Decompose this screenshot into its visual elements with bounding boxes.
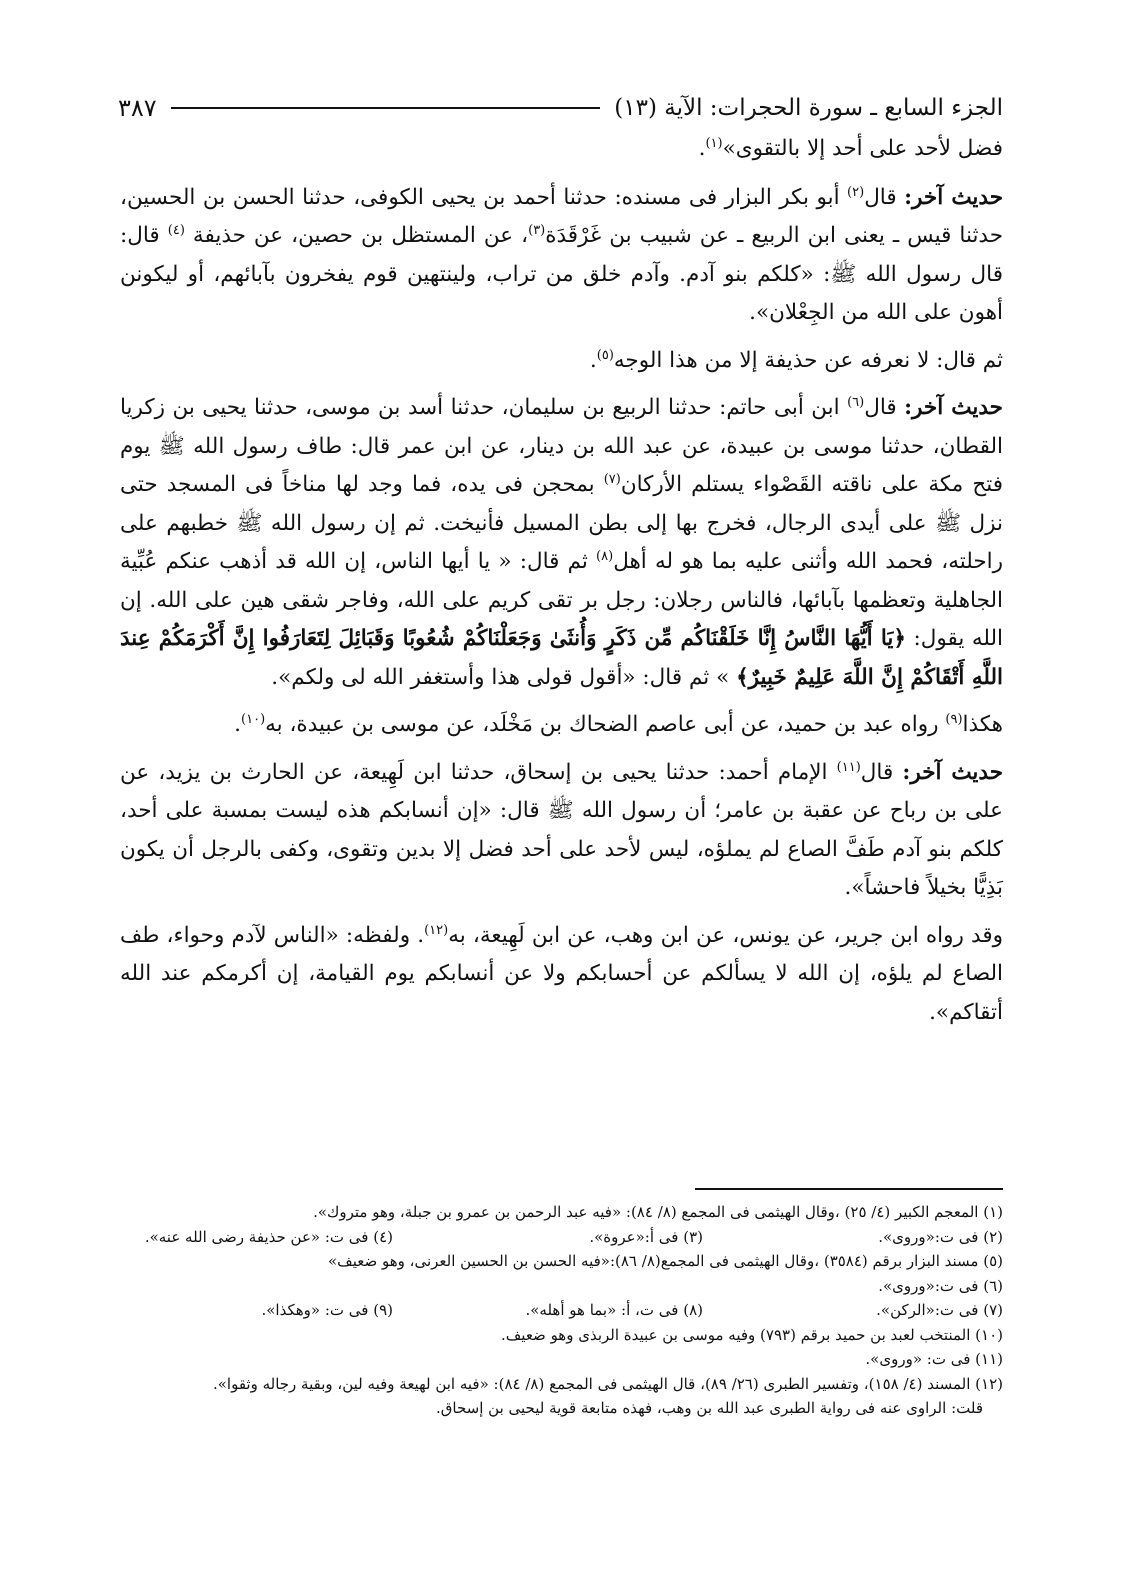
footnote-row	[120, 1274, 1003, 1299]
paragraph-text: .	[698, 136, 706, 161]
section-lead: حديث آخر:	[902, 759, 1003, 785]
footnote-ref[interactable]: (٥)	[596, 347, 614, 363]
footnote-12-continuation: قلت: الراوى عنه فى رواية الطبرى عبد الله بن وهب، فهذه متابعة قوية ليحيى بن إسحاق.	[435, 1399, 983, 1417]
footnote-11: (١١) فى ت: «وروى».	[865, 1350, 1003, 1368]
paragraph-text: ثم قال: لا نعرفه عن حذيفة إلا من هذا الوجه	[613, 347, 1003, 373]
paragraph-text: قال: قال رسول الله ﷺ: «كلكم بنو آدم. وآدم خلق من تراب، ولينتهين قوم يفخرون بآبائهم، أو ليكونن أهون على الله من الجِعْلان».	[120, 223, 1003, 325]
paragraph-text: . ولفظه: «الناس لآدم وحواء، طف الصاع لم يلؤه، إن الله لا يسألكم عن أحسابكم ولا عن أنسابكم يوم القيامة، إن أكرمكم عند الله أتقاكم».	[120, 922, 1003, 1025]
footnote-row	[120, 1200, 1003, 1225]
page-number: ٣٨٧	[118, 94, 157, 122]
paragraph-continuation	[120, 130, 1003, 169]
footnote-row	[120, 1225, 1003, 1250]
footnote-ref[interactable]: (٧)	[603, 471, 621, 487]
footnote-ref[interactable]: (٩)	[945, 711, 963, 727]
header-rule	[171, 107, 601, 109]
hadith-ahmad	[120, 754, 1003, 908]
footnote-12: (١٢) المسند (٤/ ١٥٨)، وتفسير الطبرى (٢٦/ ٨٩)، قال الهيثمى فى المجمع (٨/ ٨٤): «فيه ابن لهيعة وفيه لين، وبقية رجاله وثقوا».	[212, 1374, 1003, 1393]
quran-verse: ﴿يَا أَيُّهَا النَّاسُ إِنَّا خَلَقْنَاكُم مِّن ذَكَرٍ وَأُنثَىٰ وَجَعَلْنَاكُمْ شُعُوبًا وَقَبَائِلَ لِتَعَارَفُوا إِنَّ أَكْرَمَكُمْ عِندَ اللَّهِ أَتْقَاكُمْ إِنَّ اللَّهَ عَلِيمٌ خَبِيرٌ﴾	[120, 626, 1003, 690]
footnote-ref[interactable]: (٨)	[596, 548, 614, 564]
ibn-jarir-remark	[120, 917, 1003, 1033]
footnote-ref[interactable]: (١٠)	[241, 711, 266, 727]
paragraph-text: أبو بكر البزار فى مسنده: حدثنا أحمد بن يحيى الكوفى، حدثنا الحسن بن الحسين، حدثنا قيس ـ يعنى ابن الربيع ـ عن شبيب بن غَرْقَدَة	[120, 184, 1004, 248]
paragraph-text: ثم قال: « يا أيها الناس، إن الله قد أذهب عنكم عُبِّية الجاهلية وتعظمها بآبائها، فالناس رجلان: رجل بر تقى كريم على الله، وفاجر شقى هين على الله. إن الله يقول:	[120, 549, 1004, 651]
paragraph-text: فضل لأحد على أحد إلا بالتقوى»	[722, 136, 1003, 161]
footnote-ref[interactable]: (١)	[705, 135, 723, 151]
footnote-ref[interactable]: (٦)	[847, 394, 865, 410]
footnote-9: (٩) فى ت: «وهكذا».	[261, 1301, 393, 1319]
footnote-ref[interactable]: (١٢)	[424, 922, 449, 938]
paragraph-text: .	[234, 712, 242, 737]
footnote-ref[interactable]: (٤)	[167, 222, 185, 238]
footnote-4: (٤) فى ت: «عن حذيفة رضى الله عنه».	[144, 1227, 393, 1246]
paragraph-text: .	[589, 347, 597, 373]
paragraph-text: بمحجن فى يده، فما وجد لها مناخاً فى المسجد حتى نزل ﷺ على أيدى الرجال، فخرج بها إلى بطن المسيل فأنيخت. ثم إن رسول الله ﷺ خطبهم على راحلته، فحمد الله وأثنى عليه بما هو له أهل	[120, 472, 1003, 574]
paragraph-text: الإمام أحمد: حدثنا يحيى بن إسحاق، حدثنا ابن لَهِيعة، عن الحارث بن يزيد، عن على بن رباح عن عقبة بن عامر؛ أن رسول الله ﷺ قال: «إن أنسابكم هذه ليست بمسبة على أحد، كلكم بنو آدم طَفَّ الصاع لم يملؤه، ليس لأحد على أحد فضل إلا بدين وتقوى، وكفى بالرجل أن يكون بَذِيًّا بخيلاً فاحشاً».	[120, 759, 1003, 900]
footnote-3: (٣) فى أ:«عروة».	[589, 1227, 703, 1246]
footnote-ref[interactable]: (١١)	[836, 759, 861, 775]
section-lead: حديث آخر:	[904, 184, 1003, 210]
paragraph-text: قال	[860, 759, 903, 785]
paragraph-text: » ثم قال: «أقول قولى هذا وأستغفر الله لى ولكم».	[271, 664, 737, 690]
paragraph-text: هكذا	[962, 712, 1003, 737]
footnote-separator	[695, 1188, 1003, 1190]
footnote-10: (١٠) المنتخب لعبد بن حميد برقم (٧٩٣) وفيه موسى بن عبيدة الربذى وهو ضعيف.	[501, 1325, 1003, 1344]
paragraph-text: ، عن المستظل بن حصين، عن حذيفة	[184, 223, 529, 248]
footnote-row	[120, 1372, 1003, 1397]
hadith-ibn-abi-hatim	[120, 389, 1003, 697]
footnote-7: (٧) فى ت:«الركن».	[876, 1301, 1003, 1319]
section-lead: حديث آخر:	[904, 395, 1003, 420]
footnote-ref[interactable]: (٣)	[528, 222, 546, 238]
footnote-row	[120, 1347, 1003, 1372]
hadith-bazzar	[120, 179, 1003, 333]
paragraph-text: وقد رواه ابن جرير، عن يونس، عن ابن وهب، عن ابن لَهِيعة، به	[448, 922, 1003, 948]
bazzar-remark	[120, 342, 1003, 381]
abd-bin-humaid-remark	[120, 706, 1003, 745]
main-text	[120, 130, 1003, 1041]
running-title: الجزء السابع ـ سورة الحجرات: الآية (١٣)	[614, 95, 1003, 121]
footnote-row	[120, 1323, 1003, 1348]
paragraph-text: ابن أبى حاتم: حدثنا الربيع بن سليمان، حدثنا أسد بن موسى، حدثنا يحيى بن زكريا القطان، حدثنا موسى بن عبيدة، عن عبد الله بن دينار، عن ابن عمر قال: طاف رسول الله ﷺ يوم فتح مكة على ناقته القَصْواء يستلم الأركان	[120, 395, 1004, 497]
footnote-6: (٦) فى ت:«وروى».	[878, 1276, 1003, 1295]
footnote-row	[120, 1298, 1003, 1323]
running-header	[118, 88, 1003, 128]
paragraph-text: قال	[864, 184, 905, 210]
footnote-2: (٢) فى ت:«وروى».	[878, 1227, 1003, 1246]
paragraph-text: قال	[864, 395, 905, 420]
footnote-ref[interactable]: (٢)	[847, 184, 865, 200]
footnotes	[120, 1200, 1003, 1421]
footnote-1: (١) المعجم الكبير (٤/ ٢٥) ،وقال الهيثمى فى المجمع (٨/ ٨٤): «فيه عبد الرحمن بن عمرو بن جبلة، وهو متروك».	[313, 1203, 1003, 1221]
paragraph-text: رواه عبد بن حميد، عن أبى عاصم الضحاك بن مَخْلَد، عن موسى بن عبيدة، به	[265, 712, 946, 737]
footnote-row	[120, 1249, 1003, 1274]
footnote-8: (٨) فى ت، أ: «بما هو أهله».	[525, 1301, 703, 1319]
footnote-row	[120, 1396, 1003, 1421]
footnote-5: (٥) مسند البزار برقم (٣٥٨٤) ،وقال الهيثمى فى المجمع(٨/ ٨٦):«فيه الحسن بن الحسين العرنى، وهو ضعيف»	[327, 1252, 1003, 1270]
